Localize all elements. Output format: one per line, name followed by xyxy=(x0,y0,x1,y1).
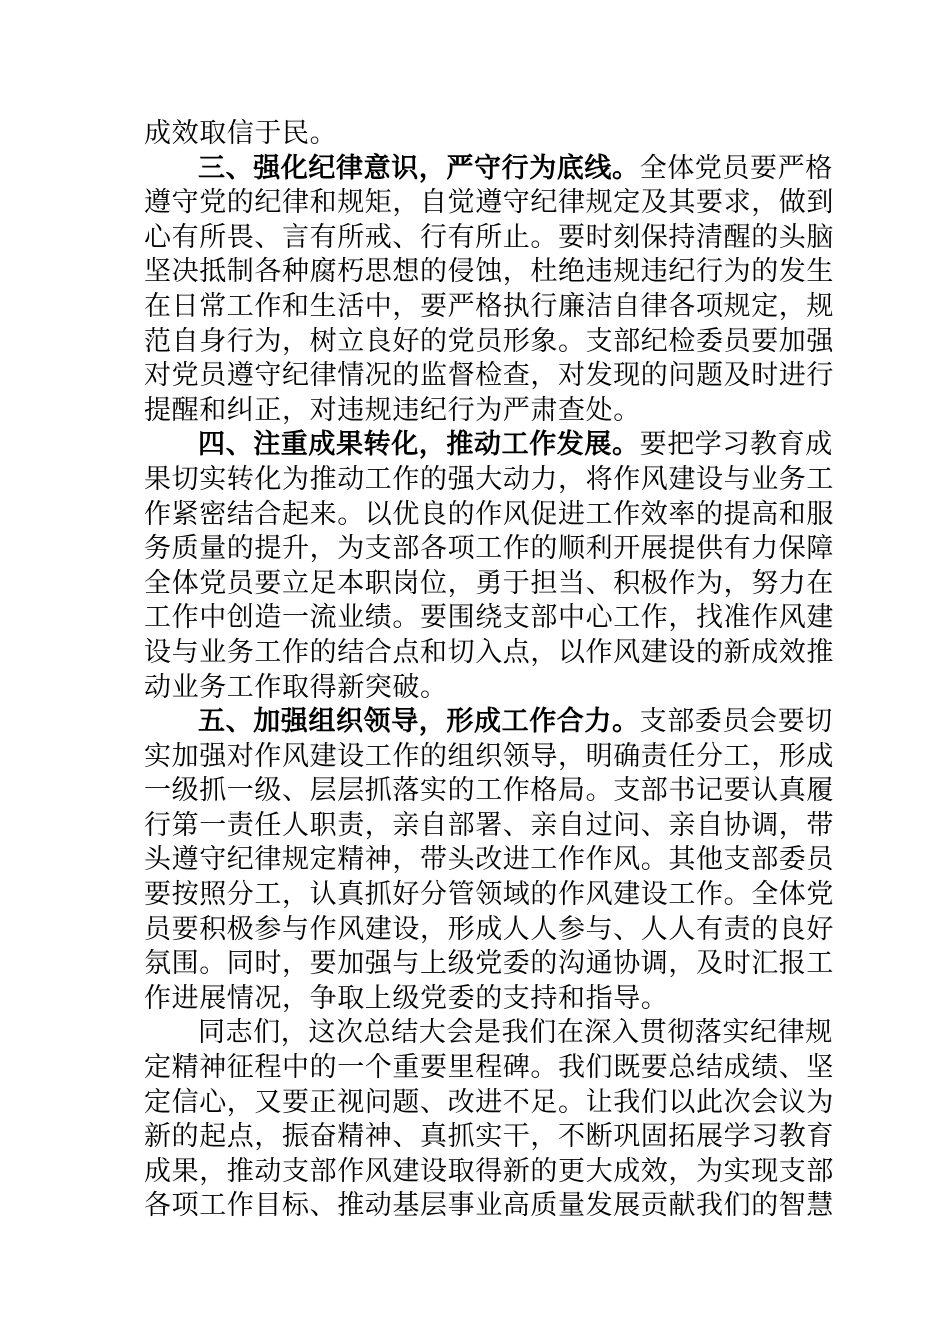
text-line xyxy=(144,290,834,325)
text-line xyxy=(144,1120,834,1155)
text-line xyxy=(144,740,834,775)
line-text: 务质量的提升，为支部各项工作的顺利开展提供有力保障 xyxy=(144,533,834,565)
line-text: 成果，推动支部作风建设取得新的更大成效，为实现支部 xyxy=(144,1155,834,1187)
text-line xyxy=(144,671,808,706)
section-heading: 三、强化纪律意识，严守行为底线。 xyxy=(198,152,640,184)
text-line xyxy=(144,1016,833,1051)
line-text: 氛围。同时，要加强与上级党委的沟通协调，及时汇报工 xyxy=(144,948,834,980)
text-line xyxy=(144,636,834,671)
line-text: 一级抓一级、层层抓落实的工作格局。支部书记要认真履 xyxy=(144,775,834,807)
line-text: 设与业务工作的结合点和切入点，以作风建设的新成效推 xyxy=(144,636,834,668)
text-line xyxy=(144,221,834,256)
text-line xyxy=(144,1051,834,1086)
text-line xyxy=(144,532,834,567)
line-text: 遵守党的纪律和规矩，自觉遵守纪律规定及其要求，做到 xyxy=(144,187,834,219)
text-line xyxy=(144,1189,834,1224)
line-text: 实加强对作风建设工作的组织领导，明确责任分工，形成 xyxy=(144,740,834,772)
line-text: 同志们，这次总结大会是我们在深入贯彻落实纪律规 xyxy=(198,1017,833,1049)
text-line xyxy=(144,567,834,602)
line-text: 对党员遵守纪律情况的监督检查，对发现的问题及时进行 xyxy=(144,360,834,392)
line-text: 要把学习教育成 xyxy=(639,429,833,461)
text-line xyxy=(144,463,834,498)
text-line xyxy=(144,601,834,636)
document-body xyxy=(144,117,834,1224)
text-line xyxy=(144,255,834,290)
line-text: 动业务工作取得新突破。 xyxy=(144,671,448,703)
text-line xyxy=(144,325,834,360)
line-text: 作进展情况，争取上级党委的支持和指导。 xyxy=(144,982,669,1014)
line-text: 支部委员会要切 xyxy=(639,706,833,738)
line-text: 员要积极参与作风建设，形成人人参与、人人有责的良好 xyxy=(144,913,834,945)
section-heading-line xyxy=(144,705,833,740)
text-line xyxy=(144,498,834,533)
line-text: 各项工作目标、推动基层事业高质量发展贡献我们的智慧 xyxy=(144,1190,834,1222)
text-line xyxy=(144,843,834,878)
line-text: 范自身行为，树立良好的党员形象。支部纪检委员要加强 xyxy=(144,325,834,357)
section-heading: 五、加强组织领导，形成工作合力。 xyxy=(198,706,640,738)
text-line xyxy=(144,774,834,809)
text-line xyxy=(144,913,834,948)
line-text: 提醒和纠正，对违规违纪行为严肃查处。 xyxy=(144,394,641,426)
line-text: 定信心，又要正视问题、改进不足。让我们以此次会议为 xyxy=(144,1086,834,1118)
line-text: 行第一责任人职责，亲自部署、亲自过问、亲自协调，带 xyxy=(144,809,834,841)
text-line xyxy=(144,117,808,152)
line-text: 头遵守纪律规定精神，带头改进工作作风。其他支部委员 xyxy=(144,844,834,876)
text-line xyxy=(144,394,808,429)
text-line xyxy=(144,982,808,1017)
line-text: 坚决抵制各种腐朽思想的侵蚀，杜绝违规违纪行为的发生 xyxy=(144,256,834,288)
section-heading: 四、注重成果转化，推动工作发展。 xyxy=(198,429,640,461)
section-heading-line xyxy=(144,428,833,463)
text-line xyxy=(144,809,834,844)
line-text: 新的起点，振奋精神、真抓实干，不断巩固拓展学习教育 xyxy=(144,1121,834,1153)
line-text: 果切实转化为推动工作的强大动力，将作风建设与业务工 xyxy=(144,463,834,495)
line-text: 全体党员要严格 xyxy=(639,152,833,184)
line-text: 工作中创造一流业绩。要围绕支部中心工作，找准作风建 xyxy=(144,602,834,634)
line-text: 作紧密结合起来。以优良的作风促进工作效率的提高和服 xyxy=(144,498,834,530)
text-line xyxy=(144,359,834,394)
line-text: 在日常工作和生活中，要严格执行廉洁自律各项规定，规 xyxy=(144,290,834,322)
text-line xyxy=(144,878,834,913)
section-heading-line xyxy=(144,152,833,187)
line-text: 要按照分工，认真抓好分管领域的作风建设工作。全体党 xyxy=(144,879,834,911)
text-line xyxy=(144,947,834,982)
line-text: 心有所畏、言有所戒、行有所止。要时刻保持清醒的头脑 xyxy=(144,221,834,253)
text-line xyxy=(144,186,834,221)
line-text: 定精神征程中的一个重要里程碑。我们既要总结成绩、坚 xyxy=(144,1052,834,1084)
line-text: 成效取信于民。 xyxy=(144,118,338,149)
text-line xyxy=(144,1155,834,1190)
line-text: 全体党员要立足本职岗位，勇于担当、积极作为，努力在 xyxy=(144,567,834,599)
text-line xyxy=(144,1086,834,1121)
